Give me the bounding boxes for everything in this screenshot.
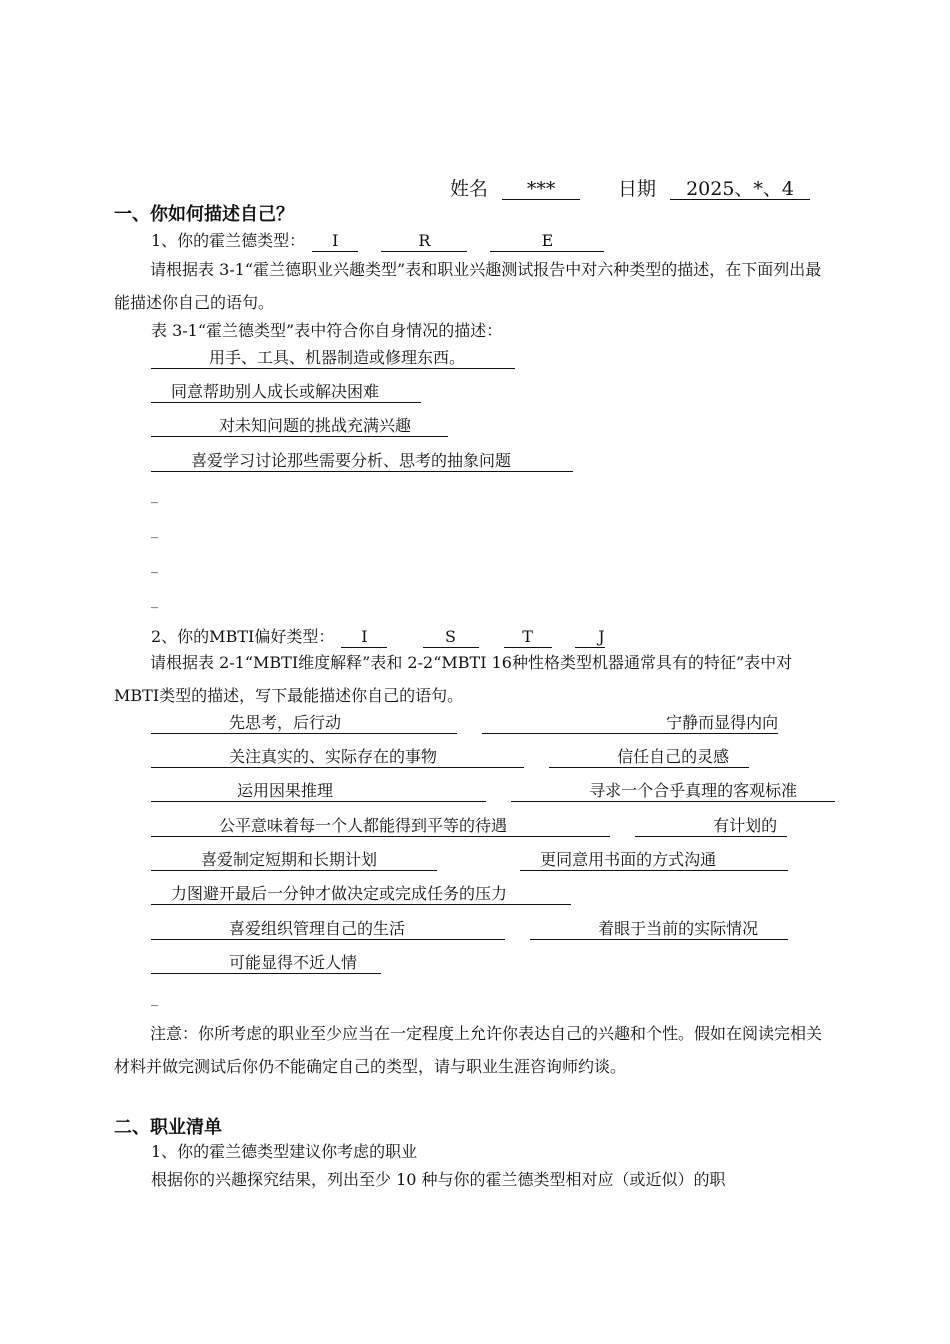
mbti-row: 力图避开最后一分钟才做决定或完成任务的压力 xyxy=(151,884,571,905)
holland-type-2: R xyxy=(381,231,467,252)
name-label: 姓名 xyxy=(450,178,489,200)
section2-sub1-text: 根据你的兴趣探究结果，列出至少 10 种与你的霍兰德类型相对应（或近似）的职 xyxy=(151,1170,726,1189)
blank-line-mark: _ xyxy=(151,523,158,539)
mbti-instruction: 请根据表 2-1“MBTI维度解释”表和 2-2“MBTI 16种性格类型机器通常具有的特征”表中对MBTI类型的描述，写下最能描述你自己的语句。 xyxy=(114,653,793,705)
mbti-row: 喜爱组织管理自己的生活 着眼于当前的实际情况 xyxy=(151,919,788,940)
mbti-type-3: T xyxy=(504,627,552,648)
mbti-row: 喜爱制定短期和长期计划 更同意用书面的方式沟通 xyxy=(151,850,788,871)
holland-table-label: 表 3-1“霍兰德类型”表中符合你自身情况的描述： xyxy=(151,321,503,340)
holland-description: 对未知问题的挑战充满兴趣 xyxy=(151,416,448,437)
mbti-row: 关注真实的、实际存在的事物 信任自己的灵感 xyxy=(151,747,749,768)
mbti-type-1: I xyxy=(341,627,387,648)
mbti-row: 先思考，后行动 宁静而显得内向 xyxy=(151,713,778,734)
holland-label: 1、你的霍兰德类型： xyxy=(151,231,306,250)
holland-type-1: I xyxy=(312,231,358,252)
mbti-type-line xyxy=(151,624,605,648)
name-value: *** xyxy=(502,179,580,200)
mbti-row: 可能显得不近人情 xyxy=(151,953,381,974)
holland-description: 喜爱学习讨论那些需要分析、思考的抽象问题 xyxy=(151,451,573,472)
section2-sub1: 1、你的霍兰德类型建议你考虑的职业 xyxy=(151,1142,418,1161)
date-value: 2025、*、4 xyxy=(670,179,810,200)
section2-title: 二、职业清单 xyxy=(114,1117,222,1138)
holland-description: 用手、工具、机器制造或修理东西。 xyxy=(151,348,515,369)
date-field xyxy=(618,174,810,201)
date-label: 日期 xyxy=(618,178,657,200)
blank-line-mark: _ xyxy=(151,991,158,1007)
mbti-row: 公平意味着每一个人都能得到平等的待遇 有计划的 xyxy=(151,816,787,837)
holland-instruction: 请根据表 3-1“霍兰德职业兴趣类型”表和职业兴趣测试报告中对六种类型的描述，在下面列出最能描述你自己的语句。 xyxy=(114,260,822,312)
holland-type-3: E xyxy=(490,231,604,252)
mbti-type-4: J xyxy=(575,627,605,648)
blank-line-mark: _ xyxy=(151,558,158,574)
holland-description: 同意帮助别人成长或解决困难 xyxy=(151,382,421,403)
blank-line-mark: _ xyxy=(151,488,158,504)
name-field xyxy=(450,174,580,201)
mbti-label: 2、你的MBTI偏好类型： xyxy=(151,627,335,646)
blank-line-mark: _ xyxy=(151,593,158,609)
mbti-row: 运用因果推理 寻求一个合乎真理的客观标准 xyxy=(151,781,835,802)
holland-type-line xyxy=(151,228,604,252)
note-paragraph: 注意：你所考虑的职业至少应当在一定程度上允许你表达自己的兴趣和个性。假如在阅读完相关材料并做完测试后你仍不能确定自己的类型，请与职业生涯咨询师约谈。 xyxy=(114,1024,823,1076)
section1-title: 一、你如何描述自己？ xyxy=(114,204,294,225)
mbti-type-2: S xyxy=(423,627,479,648)
